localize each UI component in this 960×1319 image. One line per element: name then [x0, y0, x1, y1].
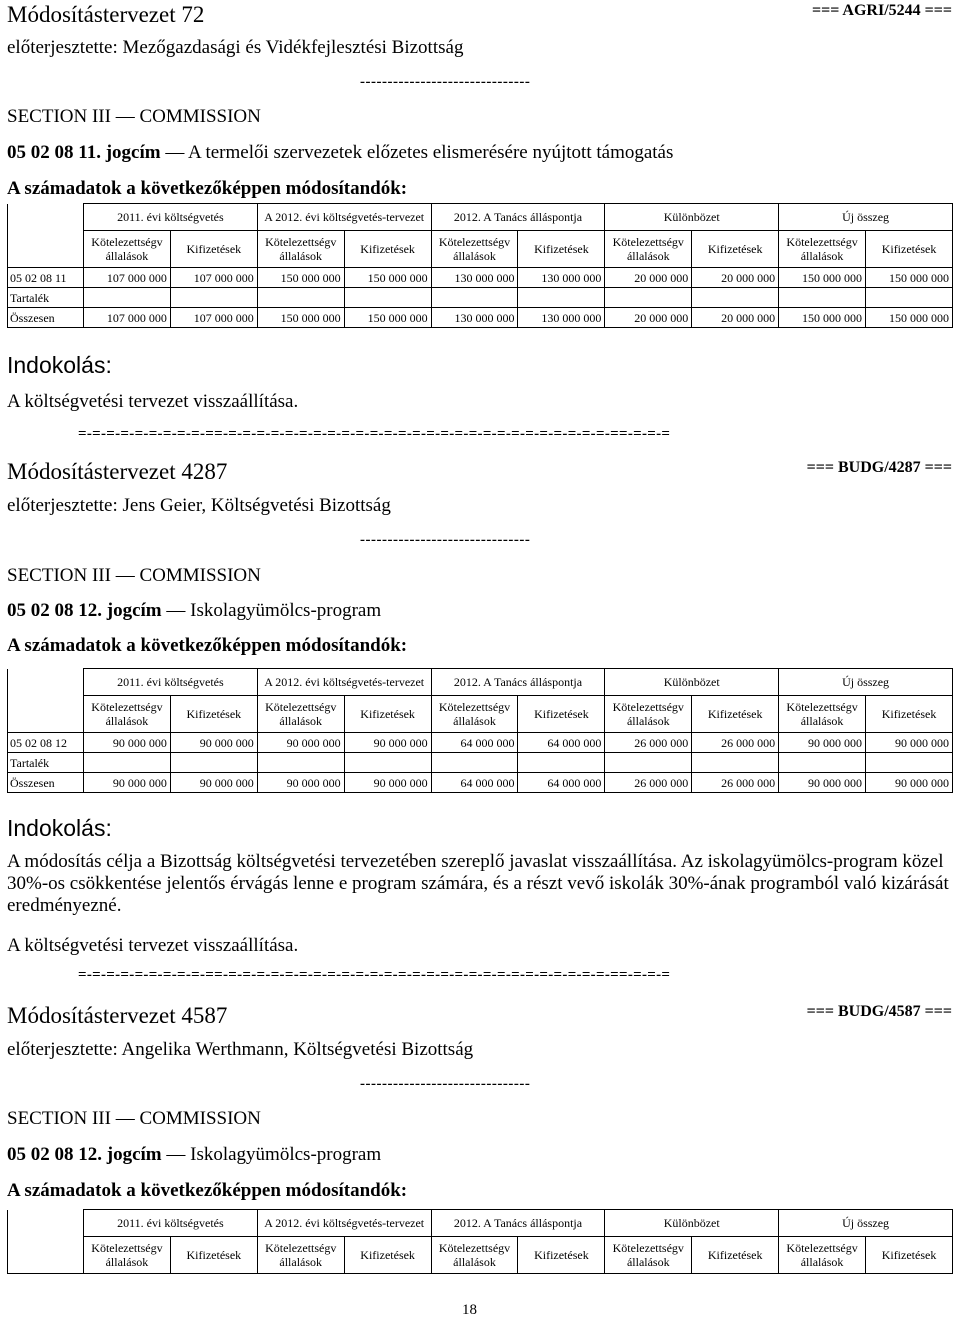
col-group-new-amount: Új összeg: [779, 669, 953, 696]
cell: 90 000 000: [84, 773, 171, 793]
row-label: 05 02 08 11: [8, 268, 84, 288]
col-group-draft-2012: A 2012. évi költségvetés-tervezet: [257, 669, 431, 696]
amendment-title: Módosítástervezet 4587: [7, 1003, 228, 1028]
cell: 90 000 000: [257, 773, 344, 793]
col-commitments: Kötelezettségv állalások: [779, 231, 866, 268]
col-commitments: Kötelezettségv állalások: [431, 1237, 518, 1274]
col-payments: Kifizetések: [344, 696, 431, 733]
submitted-by: előterjesztette: Angelika Werthmann, Költségvetési Bizottság: [7, 1039, 474, 1060]
col-payments: Kifizetések: [170, 1237, 257, 1274]
col-commitments: Kötelezettségv állalások: [257, 1237, 344, 1274]
cell: 20 000 000: [692, 268, 779, 288]
amend-label: A számadatok a következőképpen módosítandók:: [7, 178, 408, 199]
col-commitments: Kötelezettségv állalások: [84, 1237, 171, 1274]
col-payments: Kifizetések: [692, 231, 779, 268]
table-row: [8, 753, 953, 773]
cell: 150 000 000: [344, 308, 431, 328]
cell: 90 000 000: [779, 773, 866, 793]
cell: 90 000 000: [344, 733, 431, 753]
section-heading: SECTION III — COMMISSION: [7, 1108, 261, 1129]
row-label: Tartalék: [8, 753, 84, 773]
dash-line: -------------------------------: [360, 74, 531, 90]
submitted-by: előterjesztette: Mezőgazdasági és Vidékfejlesztési Bizottság: [7, 37, 464, 58]
col-payments: Kifizetések: [518, 696, 605, 733]
col-payments: Kifizetések: [518, 1237, 605, 1274]
table-row: [8, 773, 953, 793]
justification-label: Indokolás:: [7, 352, 112, 378]
col-group-2011: 2011. évi költségvetés: [84, 204, 258, 231]
col-group-draft-2012: A 2012. évi költségvetés-tervezet: [257, 204, 431, 231]
col-commitments: Kötelezettségv állalások: [605, 696, 692, 733]
amendment-title: Módosítástervezet 4287: [7, 459, 228, 484]
row-label: Összesen: [8, 773, 84, 793]
cell: 90 000 000: [84, 733, 171, 753]
amend-label: A számadatok a következőképpen módosítandók:: [7, 635, 408, 656]
col-commitments: Kötelezettségv állalások: [605, 1237, 692, 1274]
justification-text: A módosítás célja a Bizottság költségvetési tervezetében szereplő javaslat visszaállítása. Az iskolagyümölcs-program közel 30%-os csökkentése jelentős érvágás lenne e program számára, és a részt vevő iskolák 30%-ának programból való kizárását eredményezné.: [7, 851, 949, 916]
col-payments: Kifizetések: [866, 696, 953, 733]
cell: 90 000 000: [170, 773, 257, 793]
col-payments: Kifizetések: [344, 1237, 431, 1274]
budget-table: [7, 668, 953, 793]
col-payments: Kifizetések: [344, 231, 431, 268]
row-label: Tartalék: [8, 288, 84, 308]
col-commitments: Kötelezettségv állalások: [605, 231, 692, 268]
col-commitments: Kötelezettségv állalások: [431, 696, 518, 733]
dash-line: -------------------------------: [360, 1076, 531, 1092]
col-group-council-2012: 2012. A Tanács álláspontja: [431, 669, 605, 696]
cell: 130 000 000: [518, 308, 605, 328]
cell: 150 000 000: [257, 268, 344, 288]
col-commitments: Kötelezettségv állalások: [84, 231, 171, 268]
cell: 150 000 000: [779, 308, 866, 328]
justification-label: Indokolás:: [7, 815, 112, 841]
col-group-2011: 2011. évi költségvetés: [84, 1210, 258, 1237]
cell: 150 000 000: [866, 268, 953, 288]
amendment-tag: === BUDG/4287 ===: [806, 459, 952, 476]
separator: =-=-=-=-=-=-=-=-=-==-=-=-=-=-=-=-=-=-=-=-=-=-=-=-=-=-=-=-=-=-=-=-=-=-=-=-=-==-=-=-=: [78, 426, 671, 442]
col-commitments: Kötelezettségv állalások: [84, 696, 171, 733]
col-group-draft-2012: A 2012. évi költségvetés-tervezet: [257, 1210, 431, 1237]
cell: 150 000 000: [344, 268, 431, 288]
cell: 26 000 000: [605, 733, 692, 753]
table-row: [8, 268, 953, 288]
cell: 90 000 000: [866, 773, 953, 793]
restore-text: A költségvetési tervezet visszaállítása.: [7, 391, 299, 412]
col-payments: Kifizetések: [866, 231, 953, 268]
table-row: [8, 288, 953, 308]
budget-item-heading: 05 02 08 12. jogcím — Iskolagyümölcs-program: [7, 1144, 382, 1165]
cell: 130 000 000: [518, 268, 605, 288]
cell: 150 000 000: [257, 308, 344, 328]
col-commitments: Kötelezettségv állalások: [779, 696, 866, 733]
col-group-new-amount: Új összeg: [779, 1210, 953, 1237]
col-commitments: Kötelezettségv állalások: [779, 1237, 866, 1274]
budget-item-heading: 05 02 08 12. jogcím — Iskolagyümölcs-program: [7, 600, 382, 621]
row-label: Összesen: [8, 308, 84, 328]
cell: 64 000 000: [431, 773, 518, 793]
col-payments: Kifizetések: [518, 231, 605, 268]
table-row: [8, 733, 953, 753]
cell: 150 000 000: [866, 308, 953, 328]
col-group-2011: 2011. évi költségvetés: [84, 669, 258, 696]
col-payments: Kifizetések: [692, 696, 779, 733]
cell: 90 000 000: [170, 733, 257, 753]
cell: 64 000 000: [431, 733, 518, 753]
col-group-council-2012: 2012. A Tanács álláspontja: [431, 1210, 605, 1237]
budget-item-heading: 05 02 08 11. jogcím — A termelői szervezetek előzetes elismerésére nyújtott támogatás: [7, 142, 674, 163]
col-group-difference: Különbözet: [605, 204, 779, 231]
section-heading: SECTION III — COMMISSION: [7, 106, 261, 127]
cell: 107 000 000: [84, 268, 171, 288]
col-group-difference: Különbözet: [605, 669, 779, 696]
amendment-title: Módosítástervezet 72: [7, 2, 205, 27]
cell: 90 000 000: [779, 733, 866, 753]
amendment-tag: === AGRI/5244 ===: [811, 2, 952, 19]
col-commitments: Kötelezettségv állalások: [257, 696, 344, 733]
restore-text: A költségvetési tervezet visszaállítása.: [7, 935, 299, 956]
cell: 107 000 000: [84, 308, 171, 328]
dash-line: -------------------------------: [360, 532, 531, 548]
col-payments: Kifizetések: [692, 1237, 779, 1274]
separator: =-=-=-=-=-=-=-=-=-==-=-=-=-=-=-=-=-=-=-=-=-=-=-=-=-=-=-=-=-=-=-=-=-=-=-=-=-==-=-=-=: [78, 967, 671, 983]
col-group-council-2012: 2012. A Tanács álláspontja: [431, 204, 605, 231]
cell: 26 000 000: [692, 773, 779, 793]
col-commitments: Kötelezettségv állalások: [431, 231, 518, 268]
page-number: 18: [462, 1302, 477, 1318]
amendment-tag: === BUDG/4587 ===: [806, 1003, 952, 1020]
cell: 90 000 000: [257, 733, 344, 753]
cell: 20 000 000: [605, 268, 692, 288]
col-group-difference: Különbözet: [605, 1210, 779, 1237]
amend-label: A számadatok a következőképpen módosítandók:: [7, 1180, 408, 1201]
cell: 107 000 000: [170, 268, 257, 288]
cell: 150 000 000: [779, 268, 866, 288]
cell: 26 000 000: [692, 733, 779, 753]
submitted-by: előterjesztette: Jens Geier, Költségvetési Bizottság: [7, 495, 391, 516]
cell: 26 000 000: [605, 773, 692, 793]
cell: 130 000 000: [431, 268, 518, 288]
cell: 20 000 000: [605, 308, 692, 328]
cell: 90 000 000: [344, 773, 431, 793]
budget-table: [7, 1209, 953, 1274]
cell: 64 000 000: [518, 733, 605, 753]
col-payments: Kifizetések: [866, 1237, 953, 1274]
cell: 64 000 000: [518, 773, 605, 793]
cell: 107 000 000: [170, 308, 257, 328]
col-payments: Kifizetések: [170, 231, 257, 268]
cell: 90 000 000: [866, 733, 953, 753]
section-heading: SECTION III — COMMISSION: [7, 565, 261, 586]
row-label: 05 02 08 12: [8, 733, 84, 753]
col-group-new-amount: Új összeg: [779, 204, 953, 231]
cell: 130 000 000: [431, 308, 518, 328]
cell: 20 000 000: [692, 308, 779, 328]
col-commitments: Kötelezettségv állalások: [257, 231, 344, 268]
table-row: [8, 308, 953, 328]
budget-table: [7, 203, 953, 328]
col-payments: Kifizetések: [170, 696, 257, 733]
